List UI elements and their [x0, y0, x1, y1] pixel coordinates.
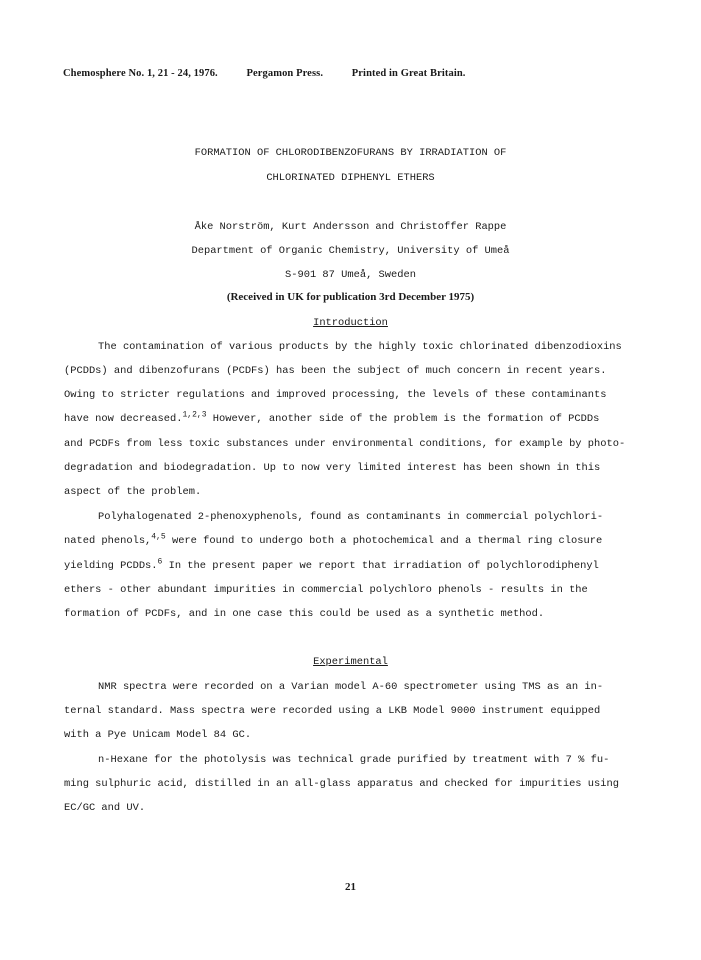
- intro-p1-line: [64, 410, 600, 425]
- intro-p2-text: yielding PCDDs.: [64, 560, 158, 572]
- paper-title-line-1: FORMATION OF CHLORODIBENZOFURANS BY IRRADIATION OF: [194, 147, 507, 159]
- intro-p1-line: The contamination of various products by the highly toxic chlorinated dibenzodioxins: [98, 341, 622, 353]
- paper-title-line-2: CHLORINATED DIPHENYL ETHERS: [266, 172, 435, 184]
- citation-ref: 4,5: [151, 532, 166, 542]
- authors: Åke Norström, Kurt Andersson and Christoffer Rappe: [194, 221, 507, 233]
- received-date: (Received in UK for publication 3rd December 1975): [226, 291, 475, 303]
- intro-p2-line: [64, 532, 603, 547]
- intro-p1-line: and PCDFs from less toxic substances under environmental conditions, for example by photo-: [64, 438, 626, 450]
- intro-p2-text: were found to undergo both a photochemical and a thermal ring closure: [171, 535, 603, 547]
- affiliation-line-2: S-901 87 Umeå, Sweden: [285, 269, 416, 281]
- intro-p2-line: ethers - other abundant impurities in commercial polychloro phenols - results in the: [64, 584, 588, 596]
- publisher: Pergamon Press.: [246, 68, 324, 79]
- journal-citation: Chemosphere No. 1, 21 - 24, 1976.: [63, 68, 218, 79]
- intro-p2-text: In the present paper we report that irradiation of polychlorodiphenyl: [168, 560, 599, 572]
- intro-p2-text: nated phenols,: [64, 535, 152, 547]
- exp-p1-line: NMR spectra were recorded on a Varian model A-60 spectrometer using TMS as an in-: [98, 681, 604, 693]
- citation-ref: 6: [157, 557, 163, 567]
- intro-p1-line: Owing to stricter regulations and improved processing, the levels of these contaminants: [64, 389, 607, 401]
- citation-ref: 1,2,3: [182, 410, 207, 420]
- journal-header: [63, 68, 492, 79]
- printed-in: Printed in Great Britain.: [351, 68, 466, 79]
- intro-p1-text: However, another side of the problem is the formation of PCDDs: [212, 413, 600, 425]
- intro-p2-line: formation of PCDFs, and in one case this could be used as a synthetic method.: [64, 608, 545, 620]
- exp-p1-line: with a Pye Unicam Model 84 GC.: [64, 729, 252, 741]
- page-number: 21: [345, 881, 356, 893]
- exp-p2-line: n-Hexane for the photolysis was technical grade purified by treatment with 7 % fu-: [98, 754, 610, 766]
- experimental-heading: Experimental: [313, 656, 388, 668]
- exp-p1-line: ternal standard. Mass spectra were recorded using a LKB Model 9000 instrument equipped: [64, 705, 601, 717]
- intro-p1-line: (PCDDs) and dibenzofurans (PCDFs) has been the subject of much concern in recent years.: [64, 365, 607, 377]
- intro-p2-line: Polyhalogenated 2-phenoxyphenols, found as contaminants in commercial polychlori-: [98, 511, 604, 523]
- affiliation-line-1: Department of Organic Chemistry, University of Umeå: [191, 245, 510, 257]
- intro-p1-line: degradation and biodegradation. Up to now very limited interest has been shown in this: [64, 462, 601, 474]
- intro-p1-text: have now decreased.: [64, 413, 183, 425]
- exp-p2-line: ming sulphuric acid, distilled in an all-glass apparatus and checked for impurities using: [64, 778, 619, 790]
- exp-p2-line: EC/GC and UV.: [64, 802, 146, 814]
- intro-p1-line: aspect of the problem.: [64, 486, 202, 498]
- intro-p2-line: [64, 557, 599, 572]
- introduction-heading: Introduction: [313, 317, 388, 329]
